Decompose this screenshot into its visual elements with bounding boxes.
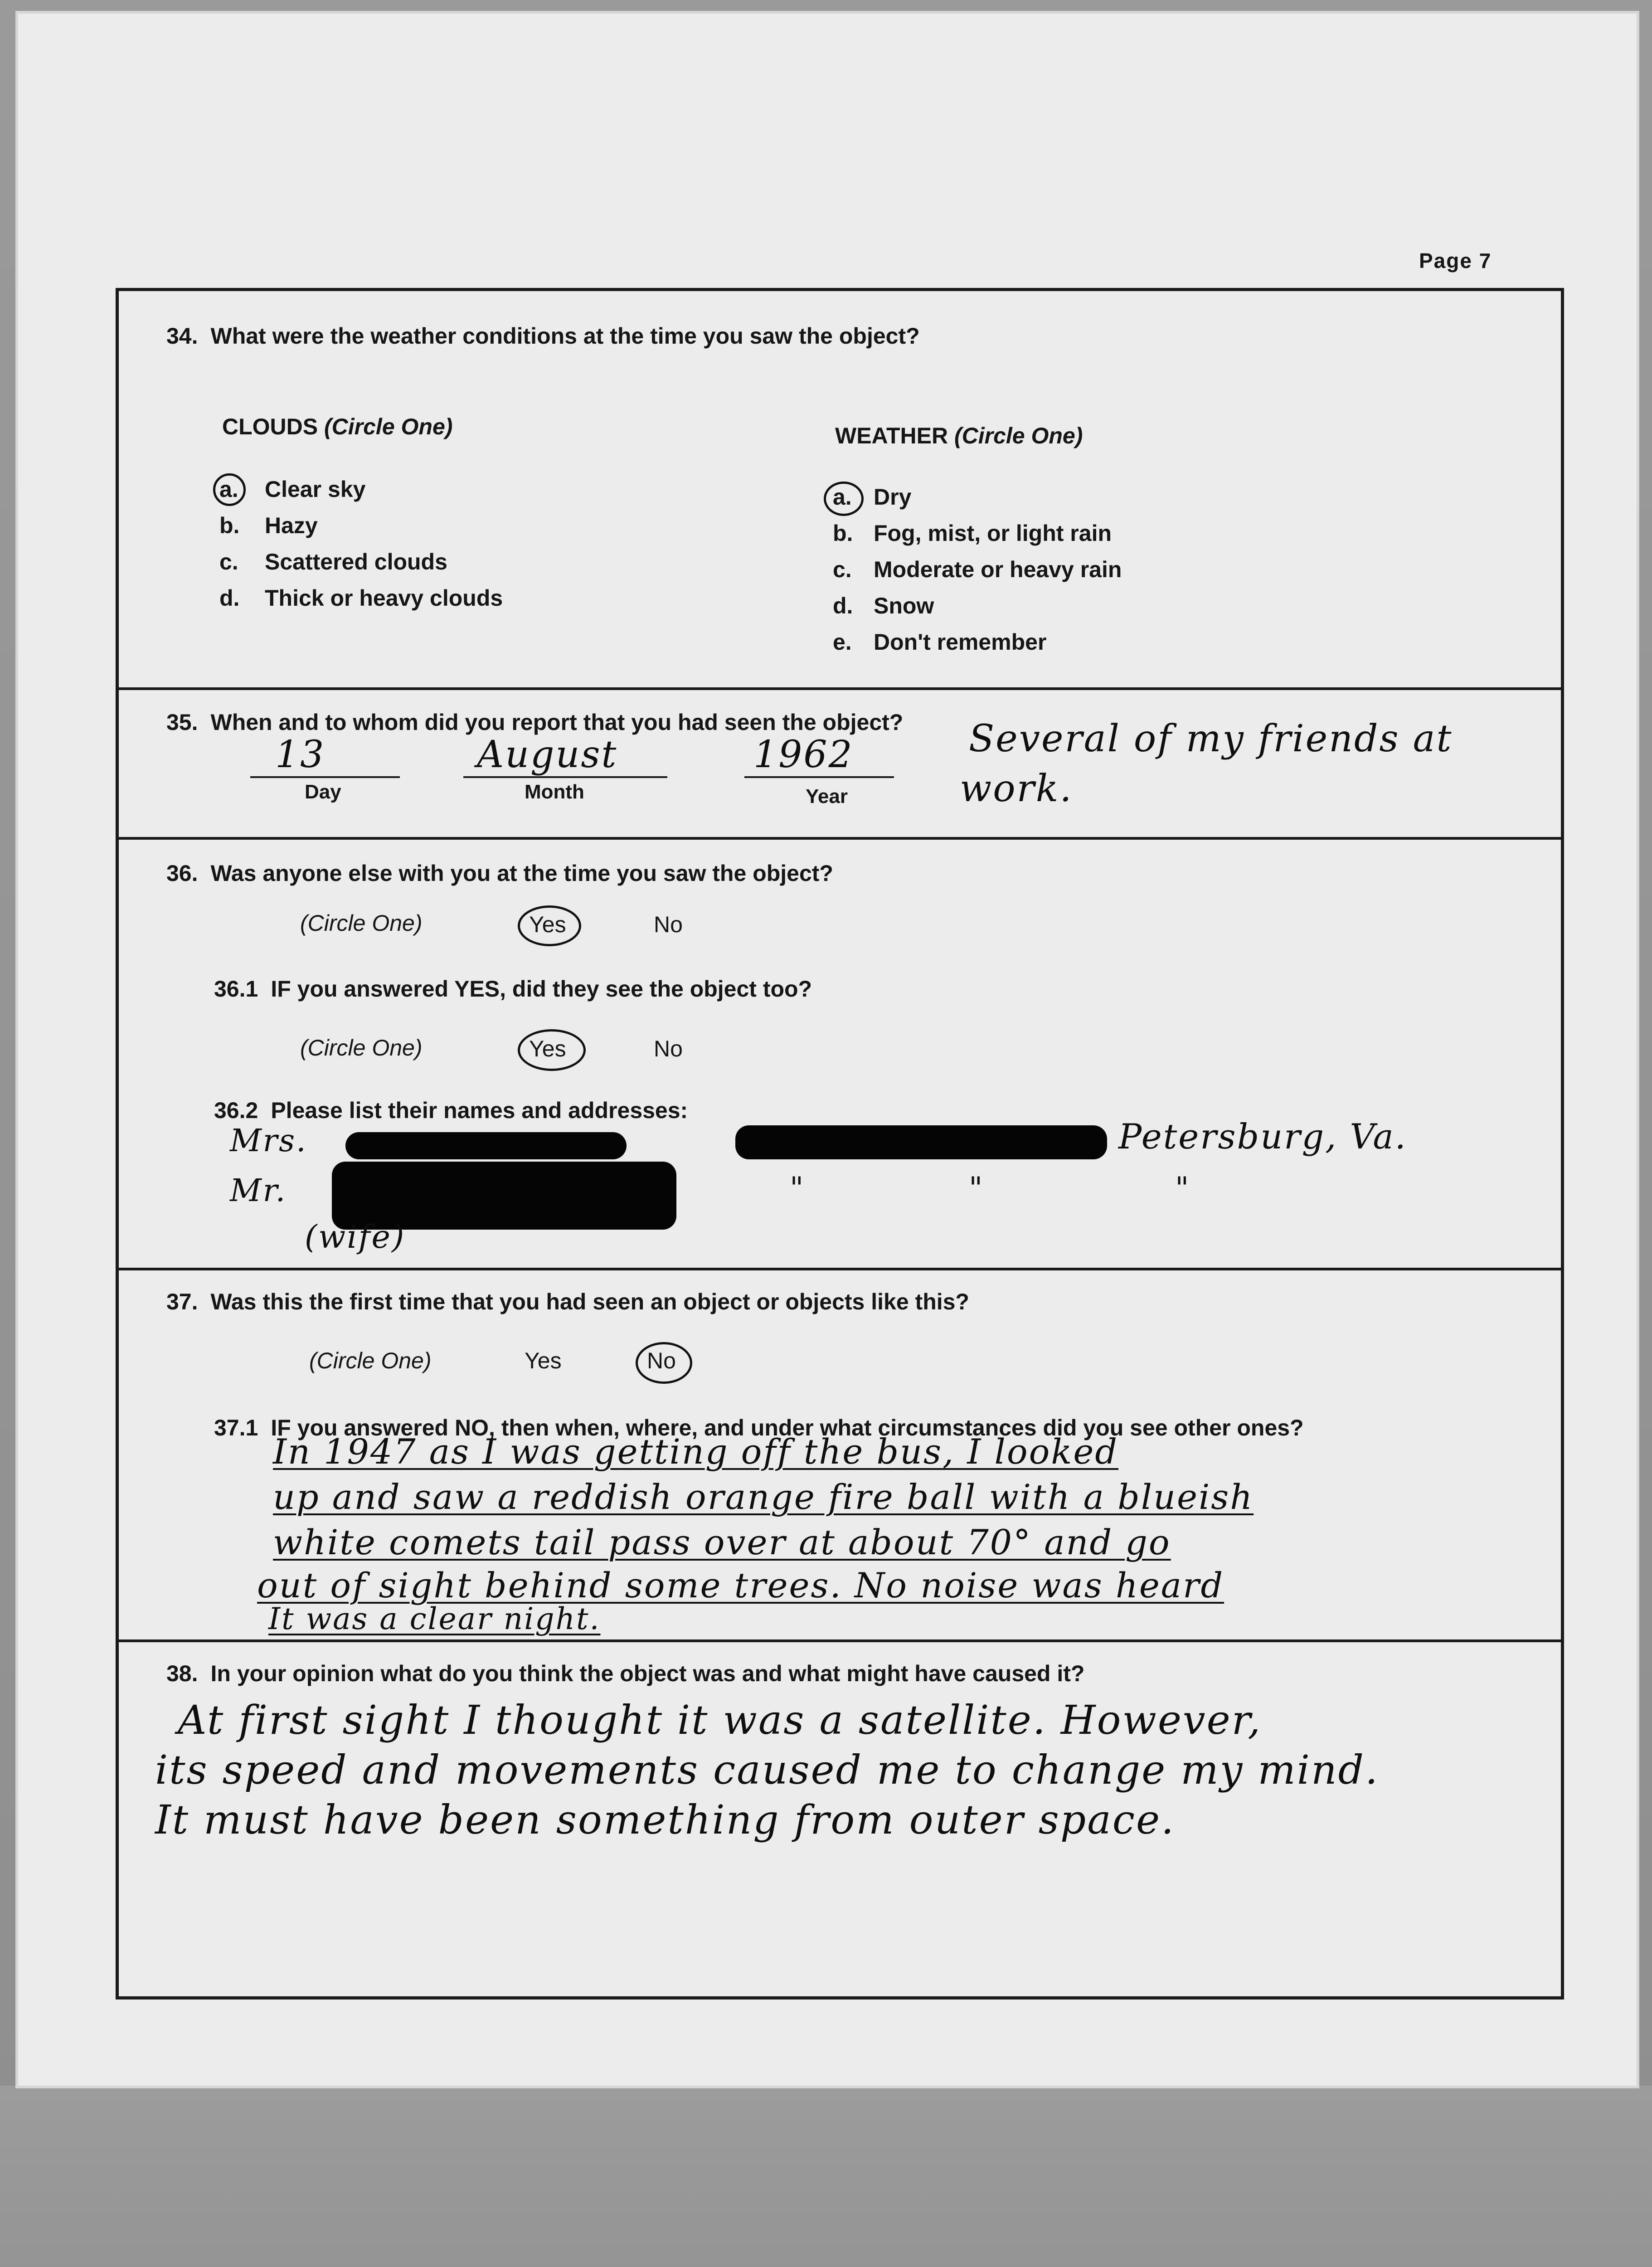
q38-question: 38. In your opinion what do you think the object was and what might have caused it?: [166, 1661, 1085, 1686]
weather-option-c: Moderate or heavy rain: [874, 557, 1122, 582]
clouds-option-c-letter: c.: [219, 549, 238, 574]
weather-option-b: Fog, mist, or light rain: [874, 521, 1112, 546]
q38-answer-line3: It must have been something from outer space.: [155, 1796, 1176, 1843]
q38-answer-line1: At first sight I thought it was a satellite. However,: [178, 1697, 1262, 1743]
weather-option-a-letter: a.: [833, 484, 852, 510]
q36-1-hint: (Circle One): [300, 1035, 423, 1061]
q36-option-no: No: [654, 912, 683, 937]
clouds-heading: CLOUDS (Circle One): [222, 414, 453, 439]
witness1-prefix: Mrs.: [230, 1123, 307, 1159]
q37-answer-line5: It was a clear night.: [268, 1601, 601, 1636]
clouds-option-a-letter: a.: [219, 477, 238, 502]
report-day-value: 13: [275, 733, 326, 776]
report-recipients-line2: work.: [960, 767, 1073, 810]
q36-option-yes: Yes: [529, 912, 566, 937]
clouds-option-d: Thick or heavy clouds: [265, 585, 503, 611]
questionnaire-form: [116, 288, 1564, 1999]
q38-answer-line2: its speed and movements caused me to change my mind.: [155, 1746, 1379, 1793]
weather-heading: WEATHER (Circle One): [835, 423, 1083, 448]
q37-answer-line1: In 1947 as I was getting off the bus, I looked: [273, 1431, 1119, 1472]
section-q34: [119, 291, 1561, 690]
witness-city: Petersburg, Va.: [1118, 1116, 1407, 1157]
q35-question: 35. When and to whom did you report that you had seen the object?: [166, 710, 904, 735]
weather-option-d: Snow: [874, 593, 934, 618]
q36-1-option-no: No: [654, 1036, 683, 1061]
weather-option-c-letter: c.: [833, 557, 852, 582]
q37-answer-line2: up and saw a reddish orange fire ball with a blueish: [273, 1477, 1254, 1517]
year-line: [744, 776, 894, 778]
report-recipients-line1: Several of my friends at: [969, 717, 1453, 760]
q37-answer-line4: out of sight behind some trees. No noise was heard: [257, 1565, 1224, 1605]
section-q38: [119, 1642, 1561, 2000]
section-q35: [119, 690, 1561, 840]
q36-2-question: 36.2 Please list their names and addresses:: [214, 1098, 688, 1123]
section-q37: [119, 1270, 1561, 1642]
weather-option-e: Don't remember: [874, 629, 1047, 655]
witness2-note: (wife): [305, 1218, 406, 1255]
month-line: [463, 776, 667, 778]
weather-option-d-letter: d.: [833, 593, 853, 618]
clouds-option-b-letter: b.: [219, 513, 240, 538]
q37-answer-line3: white comets tail pass over at about 70° and go: [273, 1522, 1171, 1562]
day-line: [250, 776, 400, 778]
q37-1-question: 37.1 IF you answered NO, then when, where, and under what circumstances did you see other ones?: [214, 1415, 1304, 1440]
q37-option-yes: Yes: [525, 1348, 562, 1373]
q37-option-no: No: [647, 1348, 676, 1373]
report-year-value: 1962: [753, 733, 854, 776]
redacted-address-1: [735, 1125, 1107, 1159]
ditto-mark-3: ": [1175, 1171, 1190, 1206]
form-page: [18, 14, 1637, 2086]
clouds-option-d-letter: d.: [219, 585, 240, 611]
q36-1-question: 36.1 IF you answered YES, did they see the object too?: [214, 976, 812, 1002]
ditto-mark-2: ": [969, 1171, 984, 1206]
q36-1-option-yes: Yes: [529, 1036, 566, 1061]
clouds-option-b: Hazy: [265, 513, 318, 538]
day-label: Day: [305, 781, 341, 803]
clouds-option-a: Clear sky: [265, 477, 366, 502]
photo-lower-margin: [0, 2086, 1652, 2267]
q36-hint: (Circle One): [300, 910, 423, 936]
q34-text: What were the weather conditions at the time you saw the object?: [210, 323, 920, 349]
q34-question: [166, 323, 920, 349]
redacted-name-1: [345, 1132, 627, 1159]
q34-number: 34.: [166, 323, 198, 349]
page-number: Page 7: [1419, 249, 1492, 272]
witness2-prefix: Mr.: [230, 1173, 287, 1209]
month-label: Month: [525, 781, 584, 803]
ditto-mark-1: ": [790, 1171, 805, 1206]
weather-option-b-letter: b.: [833, 521, 853, 546]
q36-question: 36. Was anyone else with you at the time you saw the object?: [166, 861, 833, 886]
q37-hint: (Circle One): [309, 1348, 432, 1373]
report-month-value: August: [477, 733, 618, 776]
year-label: Year: [806, 785, 848, 808]
clouds-option-c: Scattered clouds: [265, 549, 447, 574]
weather-option-a: Dry: [874, 484, 912, 510]
q37-question: 37. Was this the first time that you had seen an object or objects like this?: [166, 1289, 969, 1314]
weather-option-e-letter: e.: [833, 629, 852, 655]
section-q36: [119, 840, 1561, 1270]
